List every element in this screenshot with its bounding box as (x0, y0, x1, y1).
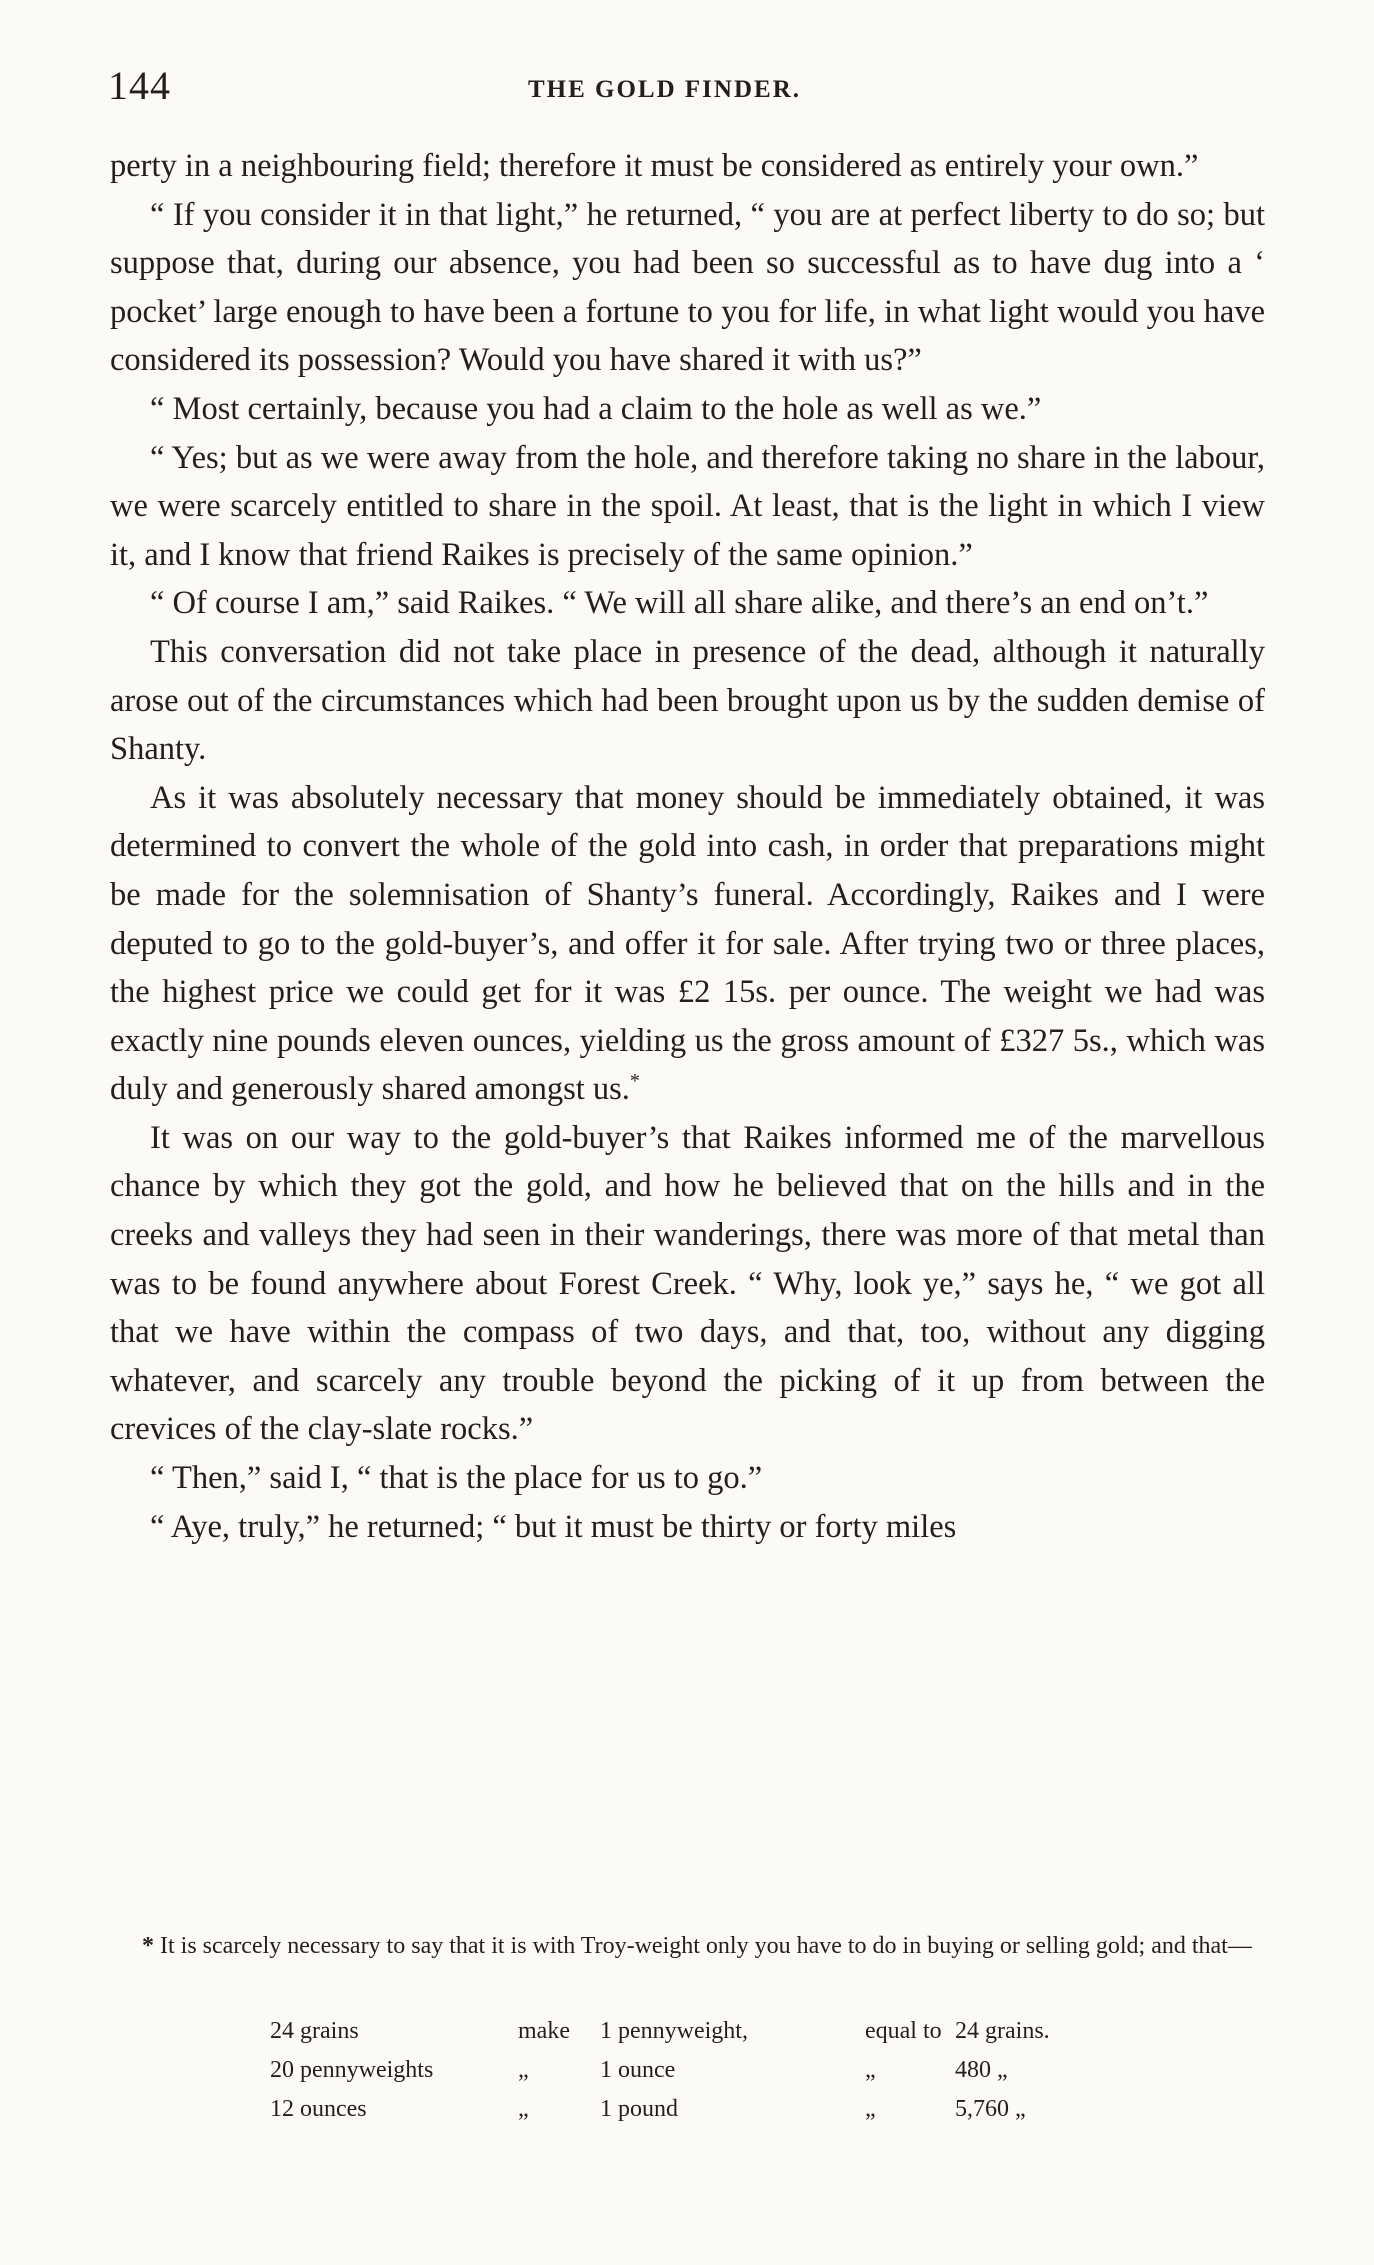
table-cell-unit: 20 pennyweights (270, 2057, 434, 2083)
paragraph: “ Of course I am,” said Raikes. “ We will all share alike, and there’s an end on’t.” (150, 585, 1209, 622)
paragraph: “ If you consider it in that light,” he returned, “ you are at perfect liberty to do so; but suppose that, during our absence, you had been so successful as to have dug into a ‘ pocket’ large enough to have been a fortune to you for life, in what light would you have considered its possession? Would you have shared it with us?” (110, 196, 1265, 379)
table-cell-equal: equal to (865, 2018, 942, 2044)
table-cell-make: „ (518, 2057, 529, 2083)
page-number: 144 (108, 63, 171, 108)
paragraph: “ Yes; but as we were away from the hole, and therefore taking no share in the labour, we were scarcely entitled to share in the spoil. At least, that is the light in which I view it, and I know that friend Raikes is precisely of the same opinion.” (110, 439, 1265, 573)
paragraph: “ Aye, truly,” he returned; “ but it must be thirty or forty miles (150, 1508, 957, 1545)
table-cell-grains: 5,760 „ (955, 2096, 1026, 2122)
footnote-text: It is scarcely necessary to say that it is with Troy-weight only you have to do in buying or selling gold; and that— (160, 1933, 1252, 1959)
paragraph: perty in a neighbouring field; therefore it must be considered as entirely your own.” (110, 148, 1199, 184)
table-cell-amount: 1 pennyweight, (600, 2018, 748, 2044)
paragraph: This conversation did not take place in presence of the dead, although it naturally arose out of the circumstances which had been brought upon us by the sudden demise of Shanty. (110, 633, 1265, 768)
table-cell-amount: 1 pound (600, 2096, 678, 2122)
footnote (110, 1928, 1265, 1964)
table-cell-unit: 24 grains (270, 2018, 359, 2044)
page-header (108, 62, 1268, 112)
table-row (270, 2012, 1130, 2051)
paragraph: It was on our way to the gold-buyer’s that Raikes informed me of the marvellous chance by which they got the gold, and how he believed that on the hills and in the creeks and valleys they had seen in their wanderings, there was more of that metal than was to be found anywhere about Forest Creek. “ Why, look ye,” says he, “ we got all that we have within the compass of two days, and that, too, without any digging whatever, and scarcely any trouble beyond the picking of it up from between the crevices of the clay-slate rocks.” (110, 1119, 1265, 1448)
table-row (270, 2051, 1130, 2090)
body-text (110, 142, 1265, 1551)
table-cell-grains: 480 „ (955, 2057, 1008, 2083)
running-title: THE GOLD FINDER. (528, 76, 802, 103)
table-cell-equal: „ (865, 2096, 876, 2122)
table-row (270, 2090, 1130, 2129)
paragraph: “ Then,” said I, “ that is the place for us to go.” (150, 1460, 763, 1497)
troy-weight-table (270, 2012, 1130, 2129)
footnote-text-block (110, 1928, 1265, 1964)
table-cell-make: make (518, 2018, 570, 2044)
table-cell-make: „ (518, 2096, 529, 2122)
paragraph: “ Most certainly, because you had a claim to the hole as well as we.” (150, 390, 1042, 427)
paragraph-text: As it was absolutely necessary that money should be immediately obtained, it was determined to convert the whole of the gold into cash, in order that preparations might be made for the solemnisation of Shanty’s funeral. Accordingly, Raikes and I were deputed to go to the gold-buyer’s, and offer it for sale. After trying two or three places, the highest price we could get for it was £2 15s. per ounce. The weight we had was exactly nine pounds eleven ounces, yielding us the gross amount of £327 5s., which was duly and generously shared amongst us. (110, 779, 1265, 1108)
footnote-reference: * (629, 1070, 640, 1093)
table-cell-grains: 24 grains. (955, 2018, 1050, 2044)
table-cell-equal: „ (865, 2057, 876, 2083)
table-cell-amount: 1 ounce (600, 2057, 676, 2083)
paragraph-with-footnote (110, 774, 1265, 1114)
table-cell-unit: 12 ounces (270, 2096, 367, 2122)
footnote-marker: * (142, 1933, 154, 1959)
